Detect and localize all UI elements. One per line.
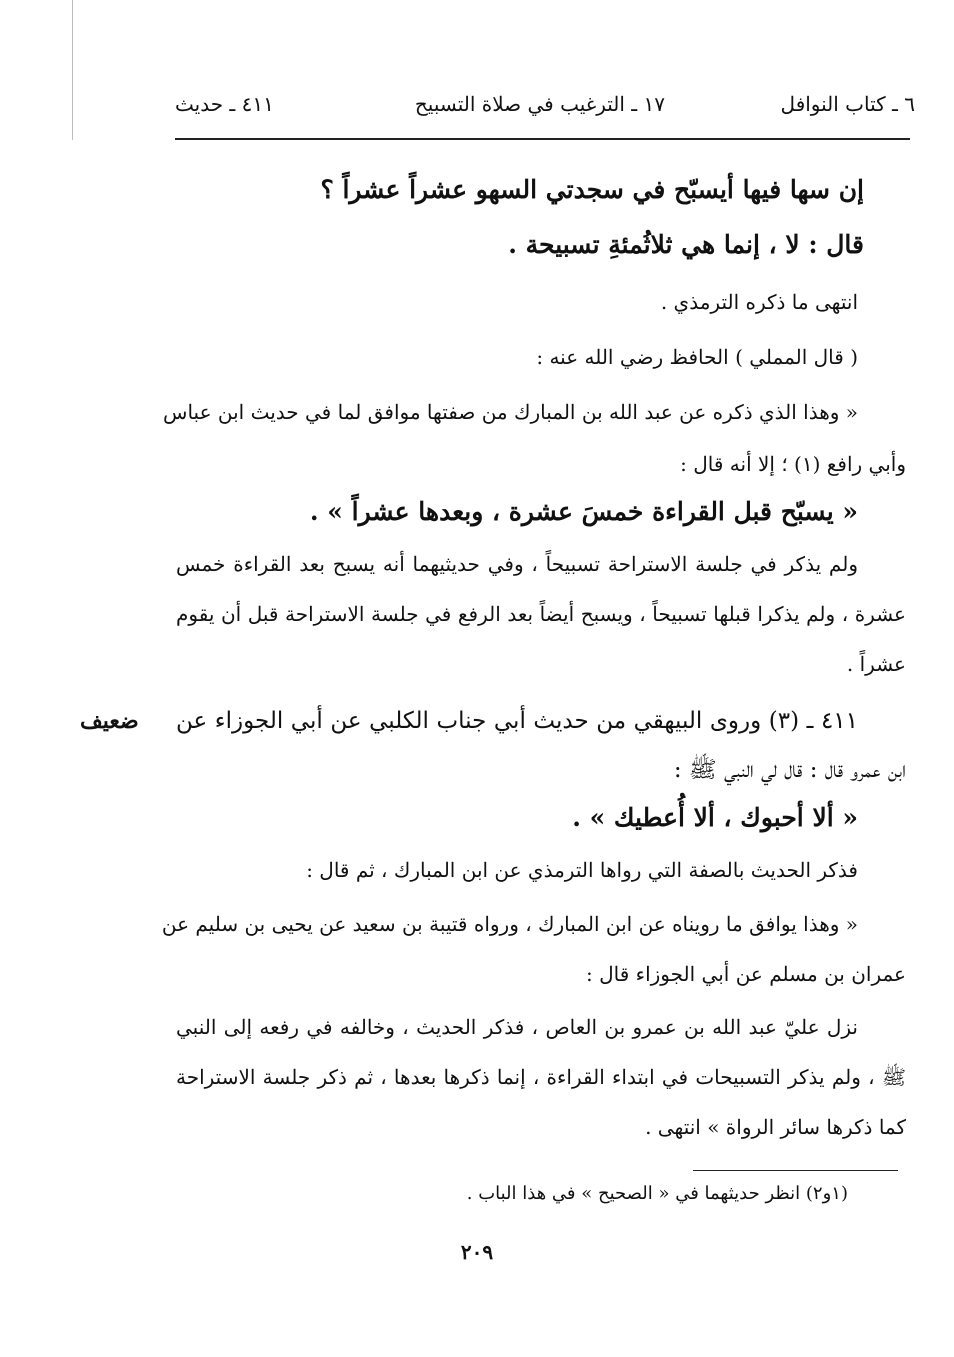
margin-rule [72, 0, 73, 140]
body-line-4: ( قال المملي ) الحافظ رضي الله عنه : [536, 345, 858, 369]
body-line-18: ﷺ ، ولم يذكر التسبيحات في ابتداء القراءة ، إنما ذكرها بعدها ، ثم ذكر جلسة الاستراحة [176, 1065, 906, 1089]
body-line-13: « ألا أحبوك ، ألا أُعطيك » . [572, 803, 858, 832]
header-chapter-title: ١٧ ـ الترغيب في صلاة التسبيح [414, 92, 665, 116]
body-line-7: « يسبّح قبل القراءة خمسَ عشرة ، وبعدها عشراً » . [309, 497, 858, 526]
footnote: (١و٢) انظر حديثهما في « الصحيح » في هذا الباب . [466, 1183, 848, 1204]
body-line-16: عمران بن مسلم عن أبي الجوزاء قال : [586, 962, 906, 986]
hadith-411-opening: ٤١١ ـ (٣) وروى البيهقي من حديث أبي جناب الكلبي عن أبي الجوزاء عن [176, 708, 858, 734]
body-line-2: قال : لا ، إنما هي ثلاثُمئةِ تسبيحة . [508, 230, 864, 259]
body-line-19: كما ذكرها سائر الرواة » انتهى . [645, 1115, 906, 1139]
body-line-15: « وهذا يوافق ما رويناه عن ابن المبارك ، ورواه قتيبة بن سعيد عن يحيى بن سليم عن [161, 912, 858, 936]
body-line-17: نزل عليّ عبد الله بن عمرو بن العاص ، فذكر الحديث ، وخالفه في رفعه إلى النبي [176, 1015, 858, 1039]
body-line-1: إن سها فيها أيسبّح في سجدتي السهو عشراً عشراً ؟ [320, 175, 864, 204]
body-line-8: ولم يذكر في جلسة الاستراحة تسبيحاً ، وفي حديثيهما أنه يسبح بعد القراءة خمس [176, 552, 858, 576]
body-line-9: عشرة ، ولم يذكرا قبلها تسبيحاً ، ويسبح أيضاً بعد الرفع في جلسة الاستراحة قبل أن يقوم [176, 602, 906, 626]
header-hadith-ref: ٤١١ ـ حديث [175, 92, 274, 116]
body-line-5: « وهذا الذي ذكره عن عبد الله بن المبارك من صفتها موافق لما في حديث ابن عباس [163, 400, 858, 424]
running-header [175, 92, 915, 126]
page-number: ٢٠٩ [460, 1240, 494, 1264]
footnote-divider [693, 1170, 898, 1171]
body-line-10: عشراً . [846, 652, 906, 676]
body-line-12: ابن عمرو قال : قال لي النبي ﷺ : [673, 757, 906, 783]
body-line-14: فذكر الحديث بالصفة التي رواها الترمذي عن ابن المبارك ، ثم قال : [306, 858, 858, 882]
header-divider [175, 138, 910, 140]
header-book-title: ٦ ـ كتاب النوافل [780, 92, 915, 116]
body-line-3: انتهى ما ذكره الترمذي . [660, 290, 858, 314]
body-line-6: وأبي رافع (١) ؛ إلا أنه قال : [680, 452, 906, 476]
hadith-grade-label: ضعيف [80, 708, 139, 734]
